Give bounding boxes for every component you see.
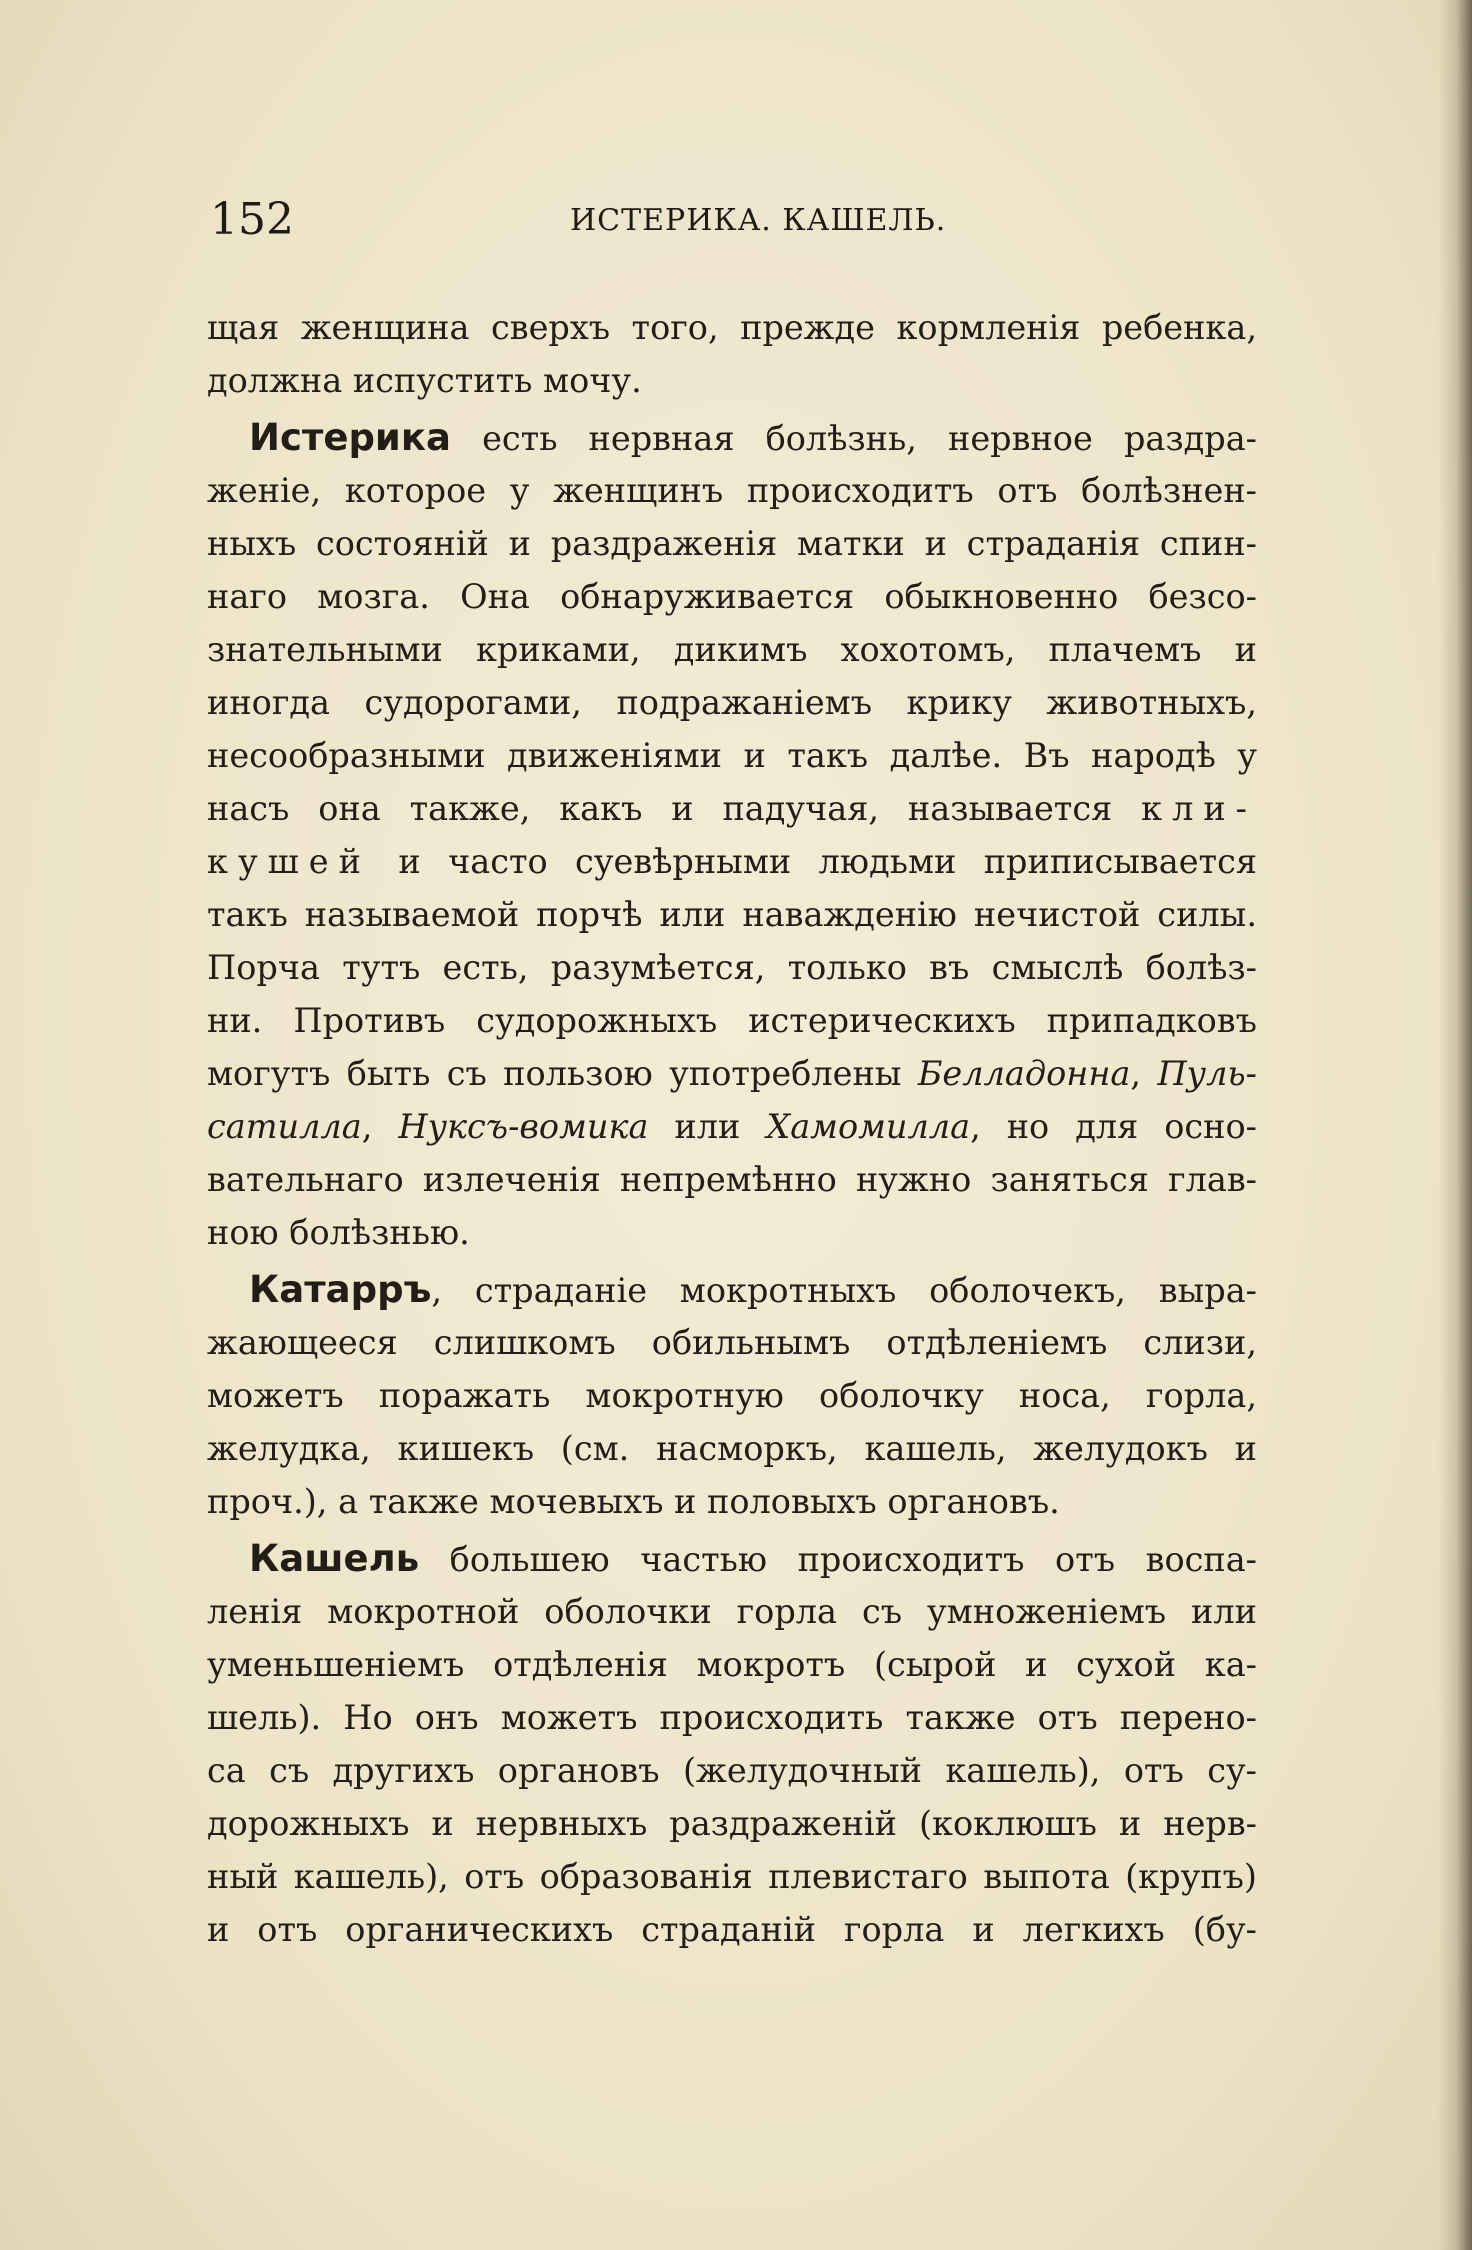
running-head: ИСТЕРИКА. КАШЕЛЬ. — [570, 203, 947, 238]
text-segment: есть нервная болѣзнь, нервное раздра- — [450, 419, 1257, 458]
text-line: ный кашель), отъ образованія плевистаго выпота (крупъ) — [207, 1857, 1257, 1896]
remedy-name: сатилла — [207, 1107, 362, 1146]
text-line — [207, 1263, 1257, 1316]
text-line: проч.), а также мочевыхъ и половыхъ органовъ. — [207, 1482, 1060, 1521]
text-line — [207, 835, 1257, 888]
text-segment: , — [361, 1107, 399, 1146]
remedy-name: Белладонна — [917, 1054, 1131, 1093]
text-line: са съ другихъ органовъ (желудочный кашель), отъ су- — [207, 1751, 1257, 1790]
page-number: 152 — [210, 194, 294, 245]
text-line: Порча тутъ есть, разумѣется, только въ смыслѣ болѣз- — [207, 948, 1257, 987]
text-line: щая женщина сверхъ того, прежде кормленія ребенка, — [207, 308, 1257, 347]
text-segment: большею частью происходитъ отъ воспа- — [419, 1540, 1257, 1579]
text-segment: или — [648, 1107, 767, 1146]
text-line: наго мозга. Она обнаруживается обыкновенно безсо- — [207, 577, 1257, 616]
text-segment: , страданіе мокротныхъ оболочекъ, выра- — [431, 1271, 1257, 1310]
spaced-word: кли- — [1141, 789, 1257, 828]
text-line — [207, 1047, 1257, 1100]
text-line: вательнаго излеченія непремѣнно нужно заняться глав- — [207, 1160, 1257, 1199]
spaced-word: кушей — [207, 842, 371, 881]
text-line: уменьшеніемъ отдѣленія мокротъ (сырой и сухой ка- — [207, 1645, 1257, 1684]
text-segment: , но для осно- — [970, 1107, 1257, 1146]
paragraph-katarr — [207, 1263, 1257, 1528]
entry-term: Истерика — [249, 416, 451, 459]
text-line: несообразными движеніями и такъ далѣе. Въ народѣ у — [207, 736, 1257, 775]
text-line: иногда судорогами, подражаніемъ крику животныхъ, — [207, 683, 1257, 722]
text-segment: насъ она также, какъ и падучая, называется — [207, 789, 1142, 828]
text-line: женіе, которое у женщинъ происходитъ отъ болѣзнен- — [207, 471, 1257, 510]
entry-term: Катарръ — [249, 1268, 432, 1311]
text-line: дорожныхъ и нервныхъ раздраженій (коклюшъ и нерв- — [207, 1804, 1257, 1843]
text-line: жающееся слишкомъ обильнымъ отдѣленіемъ слизи, — [207, 1323, 1257, 1362]
paragraph-continuation — [207, 301, 1257, 407]
text-line: такъ называемой порчѣ или наважденію нечистой силы. — [207, 895, 1257, 934]
body-text — [207, 301, 1257, 1956]
remedy-name: Пуль- — [1157, 1054, 1257, 1093]
paragraph-isterika — [207, 411, 1257, 1259]
text-line: ни. Противъ судорожныхъ истерическихъ припадковъ — [207, 1001, 1257, 1040]
text-line: и отъ органическихъ страданій горла и легкихъ (бу- — [207, 1910, 1257, 1949]
page-header — [210, 190, 1250, 250]
text-line — [207, 1100, 1257, 1153]
text-line — [207, 411, 1257, 464]
text-segment: , — [1130, 1054, 1158, 1093]
text-line: ныхъ состояній и раздраженія матки и страданія спин- — [207, 524, 1257, 563]
text-line: желудка, кишекъ (см. насморкъ, кашель, желудокъ и — [207, 1429, 1257, 1468]
text-line — [207, 1532, 1257, 1585]
text-line: знательными криками, дикимъ хохотомъ, плачемъ и — [207, 630, 1257, 669]
remedy-name: Нуксъ-вомика — [398, 1107, 649, 1146]
text-line: ною болѣзнью. — [207, 1213, 470, 1252]
page-edge-shadow — [1438, 0, 1472, 2250]
entry-term: Кашель — [249, 1537, 420, 1580]
text-line: ленія мокротной оболочки горла съ умноженіемъ или — [207, 1592, 1257, 1631]
text-segment: и часто суевѣрными людьми приписывается — [370, 842, 1257, 881]
text-segment: могутъ быть съ пользою употреблены — [207, 1054, 918, 1093]
text-line: должна испустить мочу. — [207, 361, 642, 400]
remedy-name: Хамомилла — [766, 1107, 971, 1146]
text-line: шель). Но онъ можетъ происходить также отъ перено- — [207, 1698, 1257, 1737]
text-line — [207, 782, 1257, 835]
text-line: можетъ поражать мокротную оболочку носа, горла, — [207, 1376, 1257, 1415]
paragraph-kashel — [207, 1532, 1257, 1956]
